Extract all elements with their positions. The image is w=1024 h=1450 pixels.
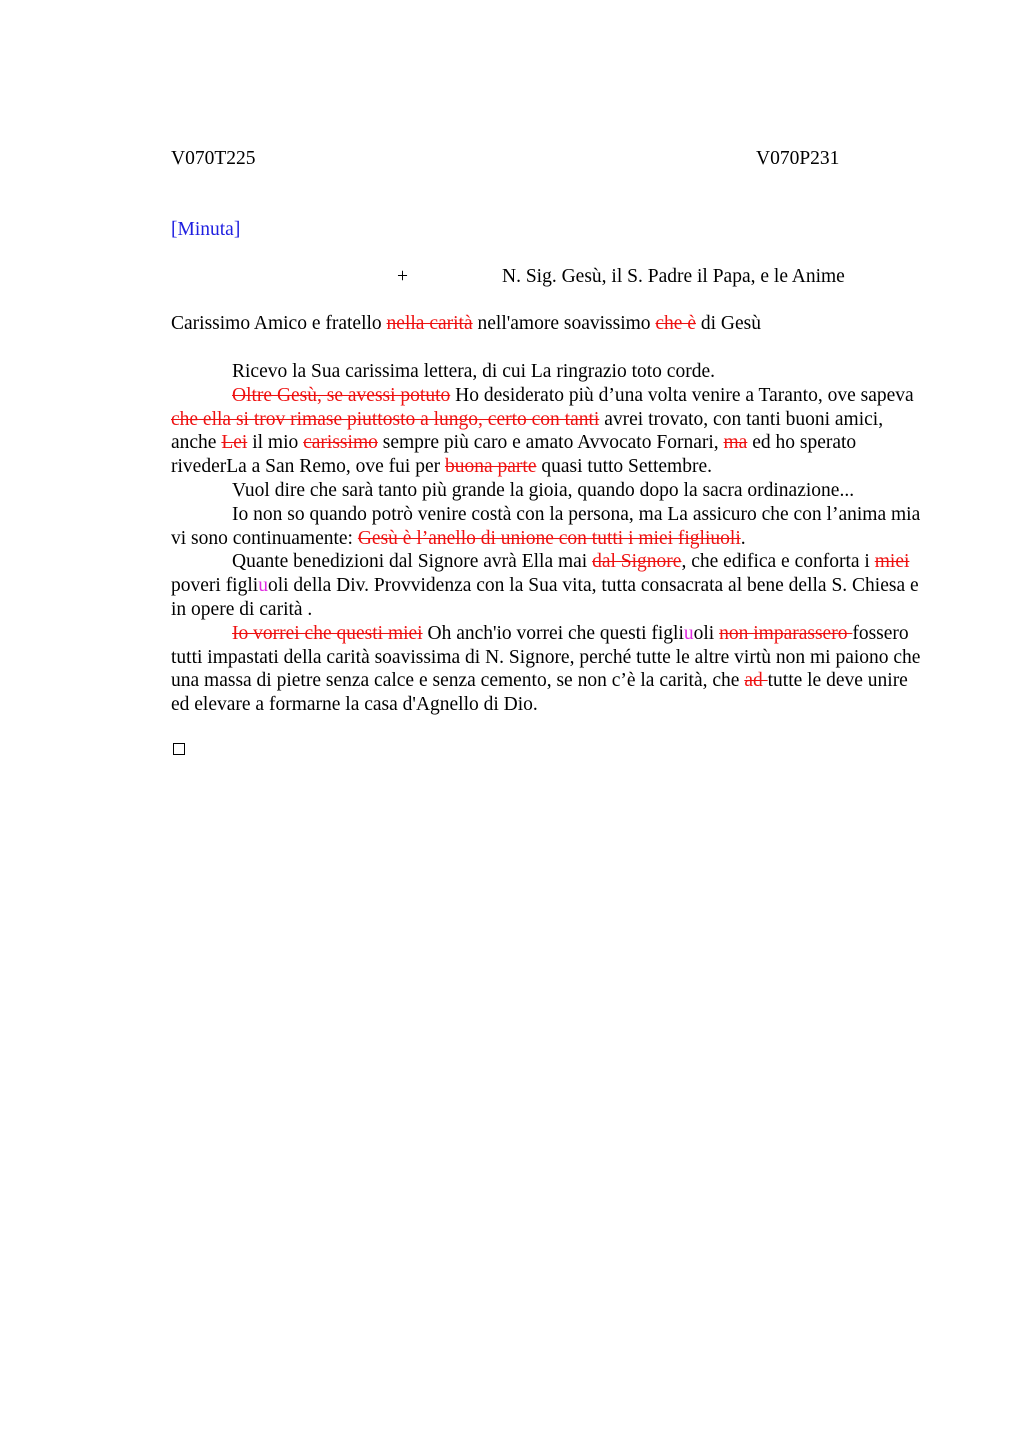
salutation: Carissimo Amico e fratello nella carità nell'amore soavissimo che è di Gesù [171, 313, 761, 334]
inserted-letter: u [683, 622, 694, 644]
deleted-text: dal Signore [592, 551, 682, 573]
deleted-text: che è [655, 313, 696, 334]
checkbox-square-icon [173, 743, 185, 755]
deleted-text: miei [874, 551, 910, 573]
document-code-left: V070T225 [171, 148, 256, 169]
document-code-right: V070P231 [756, 148, 840, 169]
cross-mark: + [397, 266, 408, 287]
deleted-text: nella carità [386, 313, 473, 334]
deleted-text: ad [744, 670, 768, 692]
invocation-line: N. Sig. Gesù, il S. Padre il Papa, e le Anime [502, 266, 845, 287]
deleted-text: buona parte [444, 456, 537, 478]
deleted-text: non imparassero [719, 622, 853, 644]
deleted-text: che ella si trov rimase piuttosto a lungo, certo con tanti [171, 408, 600, 430]
paragraph-2: Oltre Gesù, se avessi potuto Ho desiderato più d’una volta venire a Taranto, ove sapeva che ella si trov rimase piuttosto a lungo, certo con tanti avrei trovato, con tanti buoni amici, anche Lei il mio carissimo sempre più caro e amato Avvocato Fornari, ma ed ho sperato rivederLa a San Remo, ove fui per buona parte quasi tutto Settembre. [171, 384, 914, 478]
letter-body [171, 360, 929, 717]
deleted-text: Io vorrei che questi miei [232, 622, 423, 644]
paragraph-1: Ricevo la Sua carissima lettera, di cui La ringrazio toto corde. [232, 361, 715, 382]
minuta-label: [Minuta] [171, 219, 241, 240]
inserted-letter: u [258, 575, 268, 597]
paragraph-4: Io non so quando potrò venire costà con la persona, ma La assicuro che con l’anima mia vi sono continuamente: Gesù è l’anello di unione con tutti i miei figliuoli. [171, 503, 921, 549]
deleted-text: ma [723, 432, 748, 454]
paragraph-3: Vuol dire che sarà tanto più grande la gioia, quando dopo la sacra ordinazione... [232, 479, 855, 501]
paragraph-6: Io vorrei che questi miei Oh anch'io vorrei che questi figliuoli non imparassero fossero tutti impastati della carità soavissima di N. Signore, perché tutte le altre virtù non mi paiono che una massa di pietre senza calce e senza cemento, se non c’è la carità, che ad tutte le deve unire ed elevare a formarne la casa d'Agnello di Dio. [171, 622, 921, 716]
paragraph-5: Quante benedizioni dal Signore avrà Ella mai dal Signore, che edifica e conforta i miei poveri figliuoli della Div. Provvidenza con la Sua vita, tutta consacrata al bene della S. Chiesa e in opere di carità . [171, 551, 919, 620]
deleted-text: carissimo [303, 432, 378, 454]
deleted-text: Oltre Gesù, se avessi potuto [232, 384, 451, 406]
deleted-text: Gesù è l’anello di unione con tutti i miei figliuoli [357, 527, 741, 549]
deleted-text: Lei [221, 432, 248, 454]
